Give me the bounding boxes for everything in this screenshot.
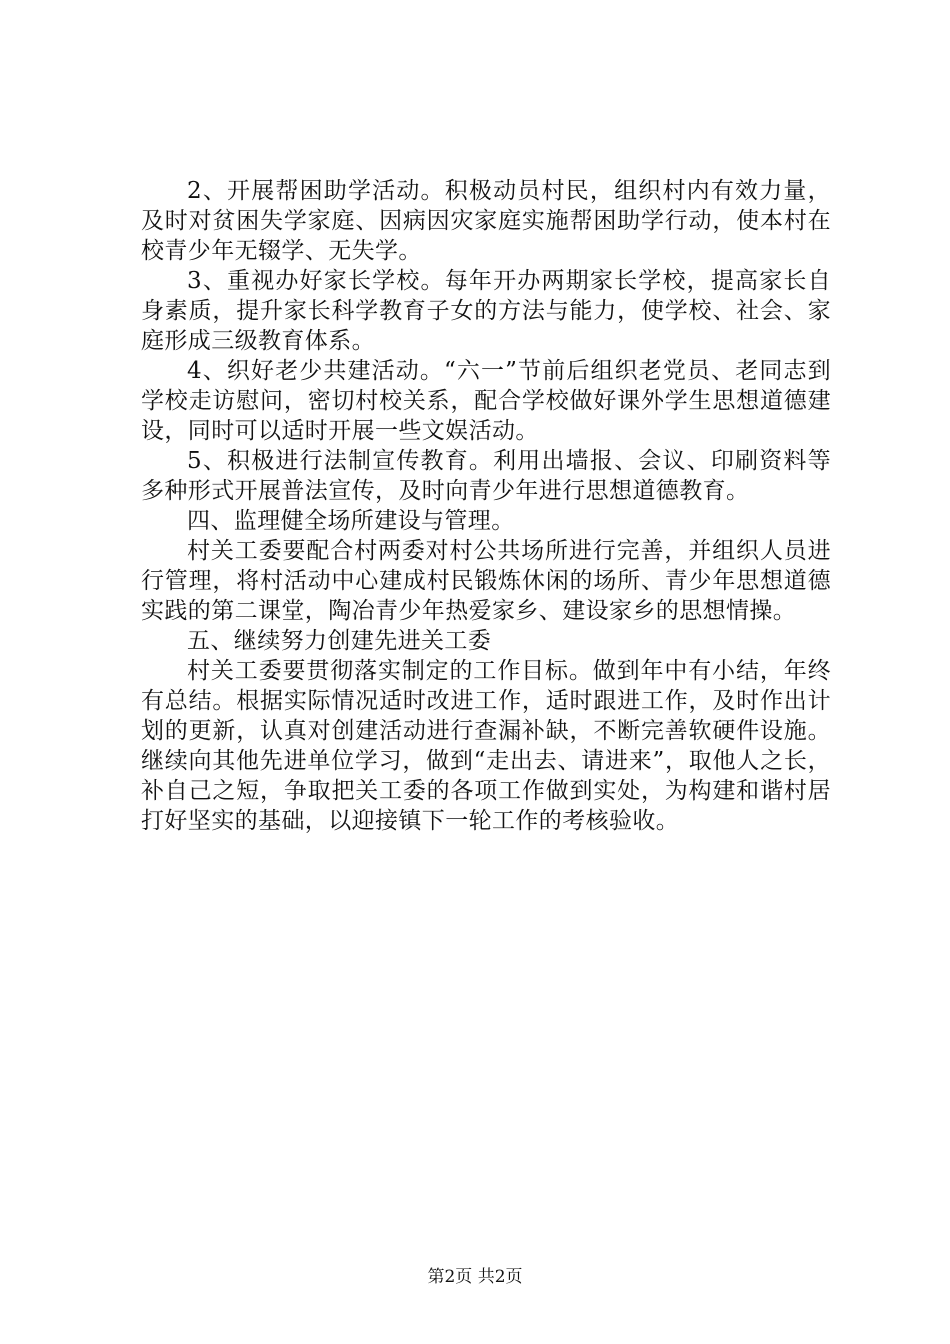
section-heading-4: 四、监理健全场所建设与管理。: [187, 508, 515, 534]
paragraph-advanced-committee: 村关工委要贯彻落实制定的工作目标。做到年中有小结，年终有总结。根据实际情况适时改进工作，适时跟进工作，及时作出计划的更新，认真对创建活动进行查漏补缺，不断完善软硬件设施。继续向其他先进单位学习，做到“走出去、请进来”，取他人之长，补自己之短，争取把关工委的各项工作做到实处，为构建和谐村居打好坚实的基础，以迎接镇下一轮工作的考核验收。: [141, 658, 831, 834]
paragraph-item-2: 2、开展帮困助学活动。积极动员村民，组织村内有效力量，及时对贫困失学家庭、因病因灾家庭实施帮困助学行动，使本村在校青少年无辍学、无失学。: [141, 178, 831, 264]
section-heading-5: 五、继续努力创建先进关工委: [187, 628, 492, 654]
paragraph-item-5: 5、积极进行法制宣传教育。利用出墙报、会议、印刷资料等多种形式开展普法宣传，及时向青少年进行思想道德教育。: [141, 448, 831, 504]
paragraph-venue-management: 村关工委要配合村两委对村公共场所进行完善，并组织人员进行管理，将村活动中心建成村民锻炼休闲的场所、青少年思想道德实践的第二课堂，陶冶青少年热爱家乡、建设家乡的思想情操。: [141, 538, 831, 624]
document-body: [141, 176, 831, 836]
page-number-footer: 第2页 共2页: [427, 1267, 523, 1287]
paragraph-item-3: 3、重视办好家长学校。每年开办两期家长学校，提高家长自身素质，提升家长科学教育子女的方法与能力，使学校、社会、家庭形成三级教育体系。: [141, 268, 831, 354]
paragraph-item-4: 4、织好老少共建活动。“六一”节前后组织老党员、老同志到学校走访慰问，密切村校关系，配合学校做好课外学生思想道德建设，同时可以适时开展一些文娱活动。: [141, 358, 831, 444]
